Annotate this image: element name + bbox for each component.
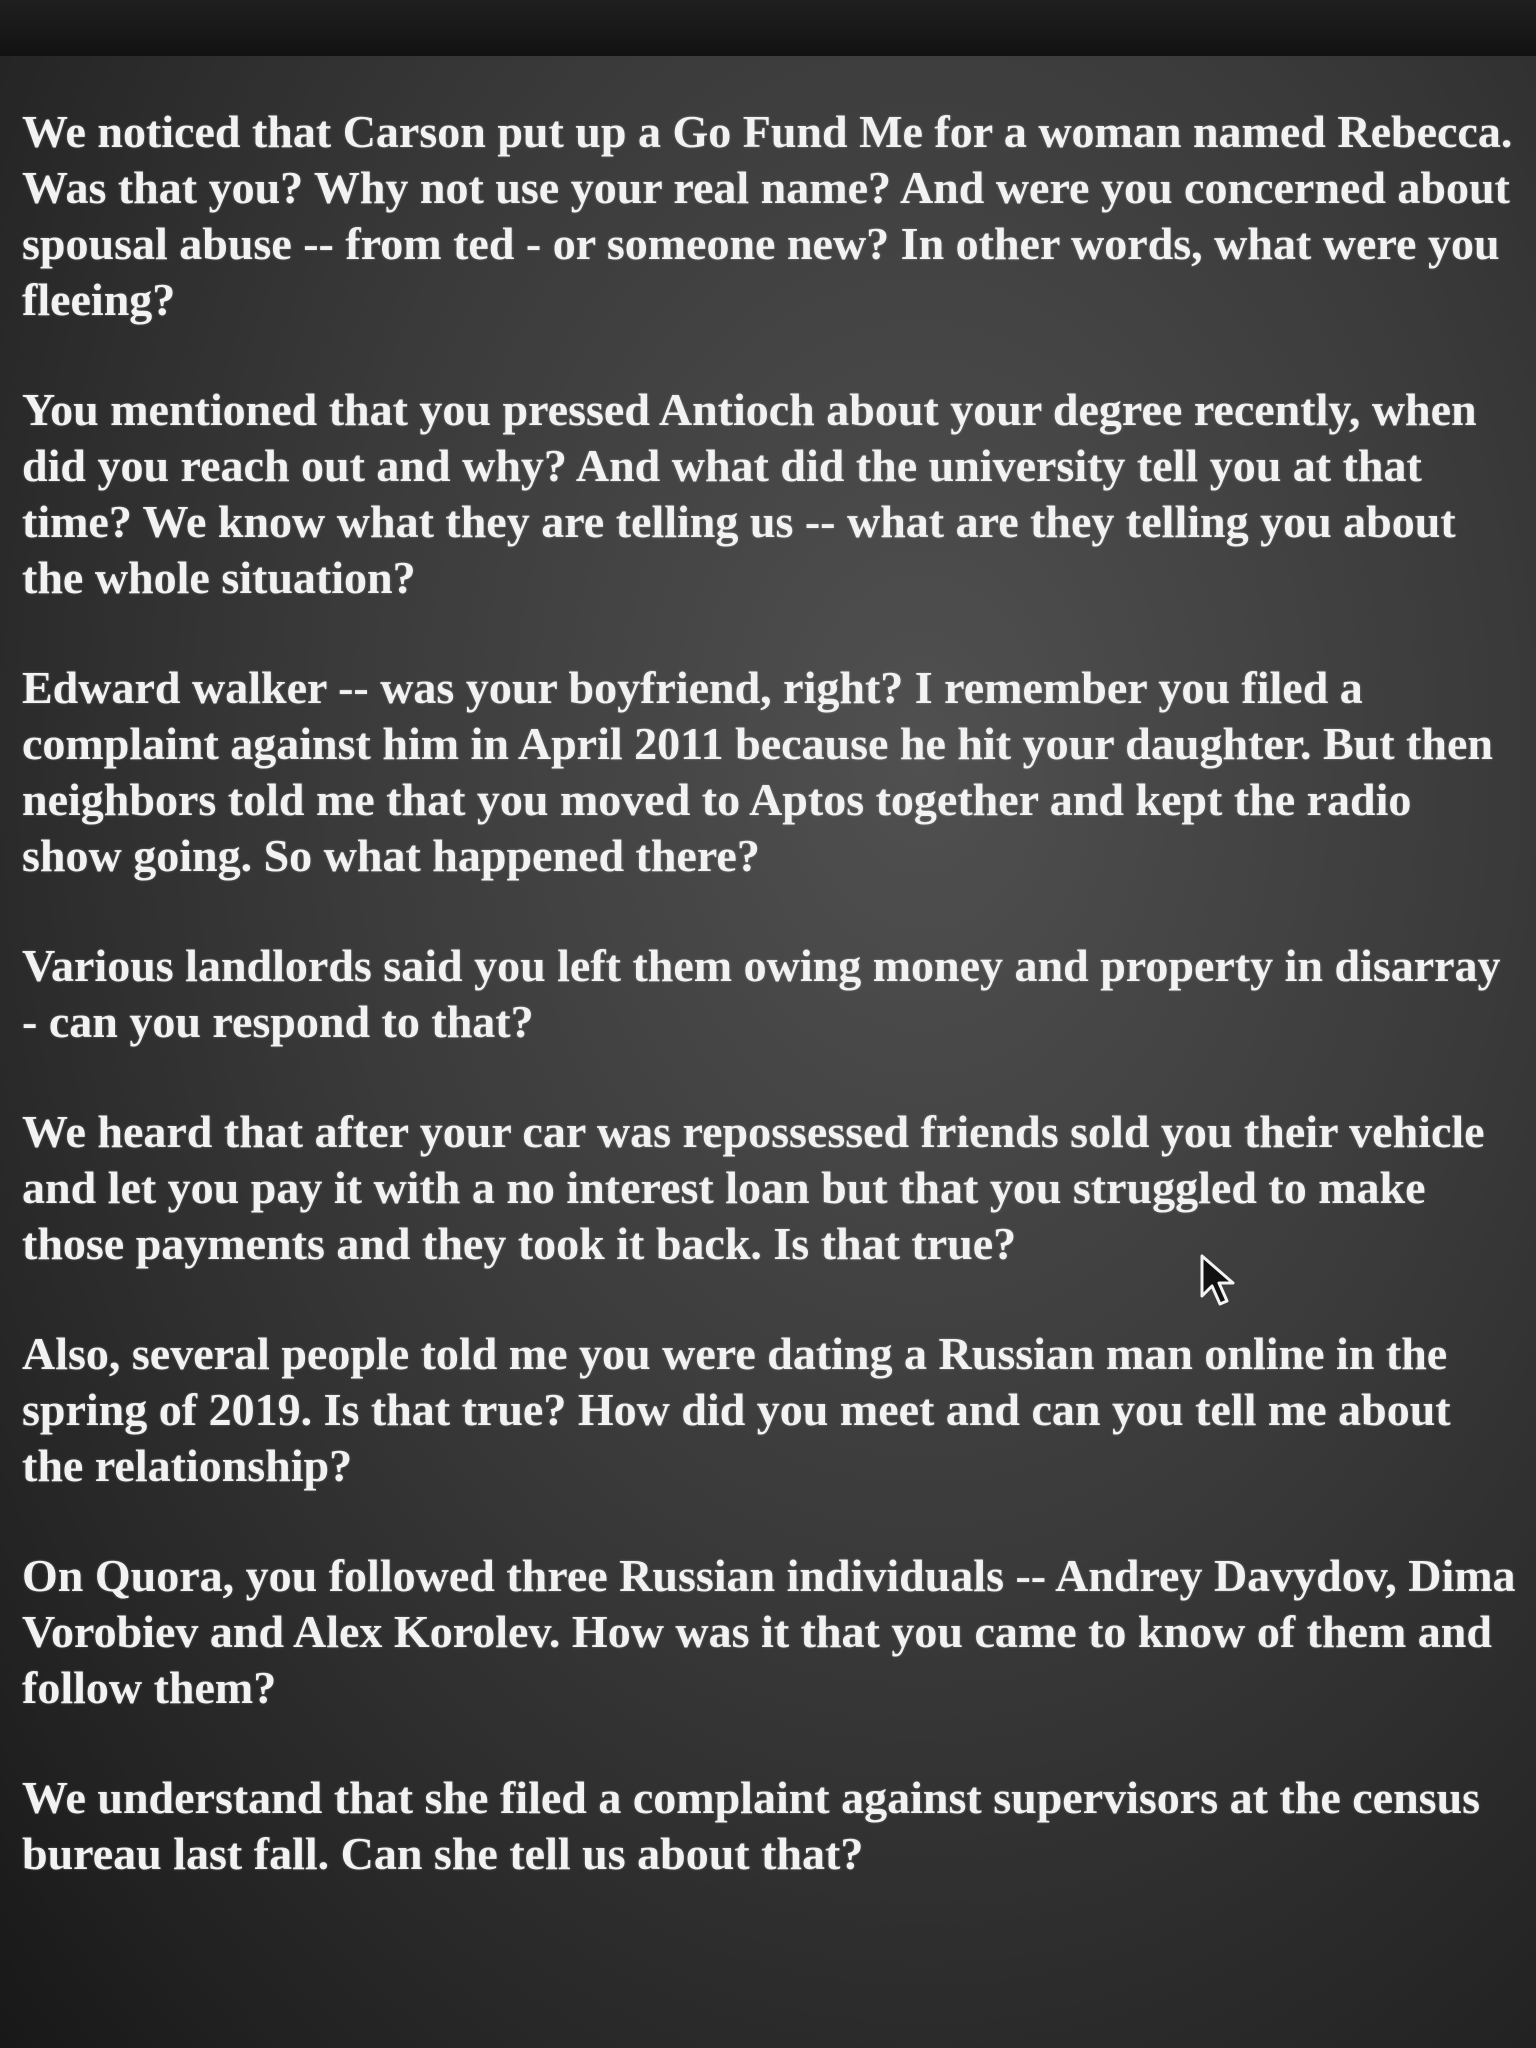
question-paragraph-2: You mentioned that you pressed Antioch about your degree recently, when did you reach out and why? And what did the university tell you at that time? We know what they are telling us -- what are they telling you about the whole situation? [22,384,1477,603]
question-paragraph-1: We noticed that Carson put up a Go Fund Me for a woman named Rebecca. Was that you? Why not use your real name? And were you concerned about spousal abuse -- from ted - or someone new? In other words, what were you fleeing? [22,106,1513,325]
question-paragraph-3: Edward walker -- was your boyfriend, right? I remember you filed a complaint against him in April 2011 because he hit your daughter. But then neighbors told me that you moved to Aptos together and kept the radio show going. So what happened there? [22,662,1493,881]
screen-top-bezel [0,0,1536,58]
question-paragraph-7: On Quora, you followed three Russian individuals -- Andrey Davydov, Dima Vorobiev and Alex Korolev. How was it that you came to know of them and follow them? [22,1550,1516,1713]
question-paragraph-6: Also, several people told me you were dating a Russian man online in the spring of 2019. Is that true? How did you meet and can you tell me about the relationship? [22,1328,1451,1491]
document-view [0,56,1536,2048]
document-body [22,104,1522,1936]
question-paragraph-8: We understand that she filed a complaint against supervisors at the census bureau last fall. Can she tell us about that? [22,1772,1481,1879]
question-paragraph-5: We heard that after your car was repossessed friends sold you their vehicle and let you pay it with a no interest loan but that you struggled to make those payments and they took it back. Is that true? [22,1106,1485,1269]
question-paragraph-4: Various landlords said you left them owing money and property in disarray - can you respond to that? [22,940,1501,1047]
mouse-pointer-icon [1200,1254,1236,1308]
